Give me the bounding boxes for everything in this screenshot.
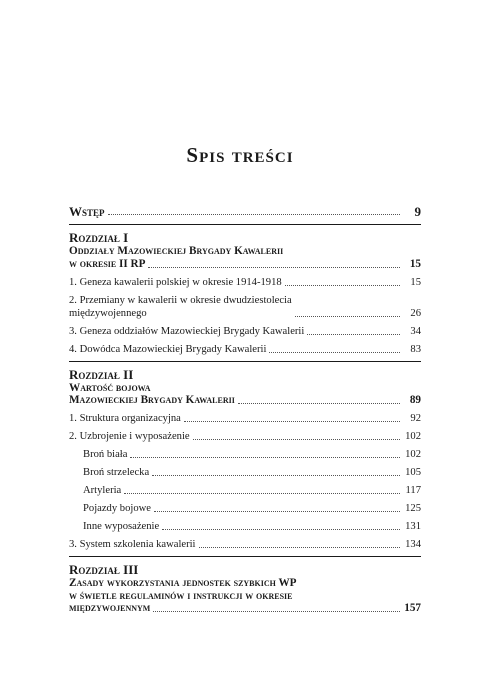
toc-page-number: 89 xyxy=(409,394,421,406)
toc-entry-label: Mazowieckiej Brygady Kawalerii xyxy=(69,394,235,406)
toc-entry-label: 1. Geneza kawalerii polskiej w okresie 1914-1918 xyxy=(69,276,282,288)
toc-page-number: 117 xyxy=(405,485,421,496)
chapter-heading: Rozdział II xyxy=(69,366,134,382)
toc-entry-label: 1. Struktura organizacyjna xyxy=(69,413,181,424)
toc-entry[interactable] xyxy=(69,294,421,320)
divider xyxy=(69,361,421,362)
toc-page-number: 83 xyxy=(410,343,421,355)
page-title: Spis treści xyxy=(186,143,294,167)
leader-dots xyxy=(295,316,400,317)
leader-dots xyxy=(269,352,400,353)
toc-page-number: 9 xyxy=(414,204,421,219)
toc-entry-label: 3. Geneza oddziałów Mazowieckiej Brygady Kawalerii xyxy=(69,325,305,337)
leader-dots xyxy=(307,334,400,335)
leader-dots xyxy=(184,421,400,422)
toc-page-number: 92 xyxy=(410,413,421,424)
toc-page-number: 157 xyxy=(404,602,421,614)
toc-page-number: 102 xyxy=(405,431,421,442)
toc-entry[interactable] xyxy=(69,325,421,338)
leader-dots xyxy=(162,529,400,530)
toc-entry-wstep[interactable] xyxy=(69,204,421,219)
leader-dots xyxy=(124,493,400,494)
table-of-contents xyxy=(69,200,421,620)
toc-entry-label: Pojazdy bojowe xyxy=(83,503,151,514)
leader-dots xyxy=(193,439,400,440)
leader-dots xyxy=(152,475,400,476)
chapter-title-entry[interactable] xyxy=(69,258,421,271)
toc-entry-label: 3. System szkolenia kawalerii xyxy=(69,539,196,550)
toc-page-number: 105 xyxy=(405,467,421,478)
toc-page-number: 134 xyxy=(405,539,421,550)
toc-entry[interactable] xyxy=(69,538,421,551)
toc-page-number: 15 xyxy=(409,257,421,270)
toc-page-number: 34 xyxy=(410,325,421,337)
leader-dots xyxy=(108,214,400,215)
toc-entry-label: Broń strzelecka xyxy=(83,467,150,478)
leader-dots xyxy=(153,611,400,612)
toc-page-number: 102 xyxy=(405,449,421,460)
toc-page-number: 125 xyxy=(405,503,421,514)
leader-dots xyxy=(285,285,400,286)
leader-dots xyxy=(238,403,400,404)
leader-dots xyxy=(154,511,400,512)
chapter-title-line: Oddziały Mazowieckiej Brygady Kawalerii xyxy=(69,245,284,257)
chapter-title-entry[interactable] xyxy=(69,602,421,615)
toc-entry-label: 2. Uzbrojenie i wyposażenie xyxy=(69,431,190,442)
leader-dots xyxy=(199,547,400,548)
leader-dots xyxy=(148,267,400,268)
toc-entry-label-line: 2. Przemiany w kawalerii w okresie dwudziestolecia xyxy=(69,294,292,306)
toc-entry-label: Inne wyposażenie xyxy=(83,521,160,532)
chapters-list xyxy=(69,224,421,620)
toc-entry[interactable] xyxy=(69,343,421,356)
toc-page-number: 131 xyxy=(405,521,421,532)
toc-entry-label: międzywojennym xyxy=(69,602,151,614)
toc-entry[interactable] xyxy=(69,430,421,443)
toc-entry[interactable] xyxy=(69,276,421,289)
chapter-title-line: w świetle regulaminów i instrukcji w okresie xyxy=(69,589,293,602)
chapter-block xyxy=(69,556,421,620)
toc-page-number: 26 xyxy=(410,307,421,319)
chapter-title-entry[interactable] xyxy=(69,394,421,407)
toc-subentry[interactable] xyxy=(69,466,421,479)
toc-entry-label: Wstęp xyxy=(69,204,105,219)
divider xyxy=(69,224,421,225)
leader-dots xyxy=(130,457,400,458)
chapter-heading: Rozdział III xyxy=(69,562,139,577)
toc-entry-label: 4. Dowódca Mazowieckiej Brygady Kawalerii xyxy=(69,343,267,355)
toc-entry[interactable] xyxy=(69,412,421,425)
chapter-block xyxy=(69,224,421,361)
divider xyxy=(69,556,421,557)
toc-entry-label xyxy=(69,294,292,320)
chapter-heading: Rozdział I xyxy=(69,230,129,245)
chapter-title-line: Wartość bojowa xyxy=(69,381,151,394)
toc-entry-label: w okresie II RP xyxy=(69,257,146,270)
toc-subentry[interactable] xyxy=(69,484,421,497)
toc-subentry[interactable] xyxy=(69,502,421,515)
toc-entry-label-line: międzywojennego xyxy=(69,307,147,319)
toc-entry-label: Broń biała xyxy=(83,449,128,460)
chapter-block xyxy=(69,361,421,557)
toc-page-number: 15 xyxy=(410,276,421,288)
toc-entry-label: Artyleria xyxy=(83,485,122,496)
toc-subentry[interactable] xyxy=(69,448,421,461)
chapter-title-line: Zasady wykorzystania jednostek szybkich WP xyxy=(69,577,297,589)
toc-subentry[interactable] xyxy=(69,520,421,533)
